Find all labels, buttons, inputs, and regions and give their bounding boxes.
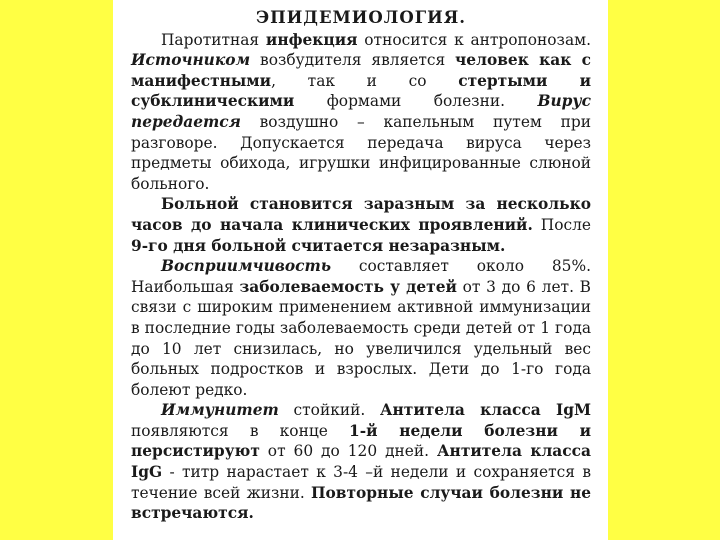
- bold-text: стертыми и субклиническими: [131, 71, 592, 111]
- bold-text: начала клинических проявлений.: [219, 215, 533, 234]
- bold-text: инфекция: [265, 30, 358, 49]
- paragraph-contagiousness: [131, 194, 591, 256]
- bold-text: 9-го дня больной считается незаразным.: [131, 236, 506, 255]
- text-span: формами болезни.: [294, 92, 538, 111]
- text-span: , так и со: [271, 71, 459, 90]
- text-span: появляются в конце: [131, 421, 350, 440]
- bold-text: Повторные случаи болезни не встречаются.: [131, 483, 591, 523]
- emphasis-text: Восприимчивость: [161, 257, 331, 276]
- text-span: Паротитная: [161, 30, 266, 49]
- text-span: стойкий.: [278, 401, 380, 420]
- page-title: ЭПИДЕМИОЛОГИЯ.: [255, 8, 466, 27]
- text-span: - титр нарастает к 3-4 –й недели и сохраняется в течение всей жизни.: [131, 463, 591, 502]
- document-text: [131, 8, 591, 524]
- bold-text: 1-й недели болезни и персистируют: [131, 421, 591, 461]
- text-span: от 60 до 120 дней.: [259, 442, 438, 461]
- bold-text: Больной становится заразным за несколько часов до: [131, 195, 591, 234]
- emphasis-text: Источником: [131, 51, 251, 70]
- text-span: от 3 до 6 лет. В связи с широким применением активной иммунизации в последние годы заболеваемость среди детей от 1 года до 10 лет снизилась, но увеличился удельный вес больных подростков и взрослых. Дети до 1-го года болеют редко.: [131, 277, 591, 399]
- bold-text: человек как с манифестными: [131, 51, 591, 90]
- text-span: относится к антропонозам.: [357, 30, 591, 49]
- text-span: воздушно – капельным путем при разговоре. Допускается передача вируса через предметы обихода, игрушки инфицированные слюной больного.: [131, 112, 591, 193]
- emphasis-text: Иммунитет: [161, 401, 279, 420]
- bold-text: Антитела класса IgM: [380, 401, 591, 420]
- bold-text: Антитела класса IgG: [131, 442, 591, 482]
- emphasis-text: Вирус передается: [131, 92, 591, 131]
- paragraph-immunity: [131, 400, 591, 524]
- text-span: возбудителя является: [250, 51, 456, 70]
- paragraph-transmission: [131, 30, 591, 195]
- bold-text: заболеваемость у детей: [239, 277, 457, 296]
- text-span: составляет около 85%. Наибольшая: [131, 257, 591, 296]
- text-span: После: [532, 215, 591, 234]
- paragraph-susceptibility: [131, 256, 591, 400]
